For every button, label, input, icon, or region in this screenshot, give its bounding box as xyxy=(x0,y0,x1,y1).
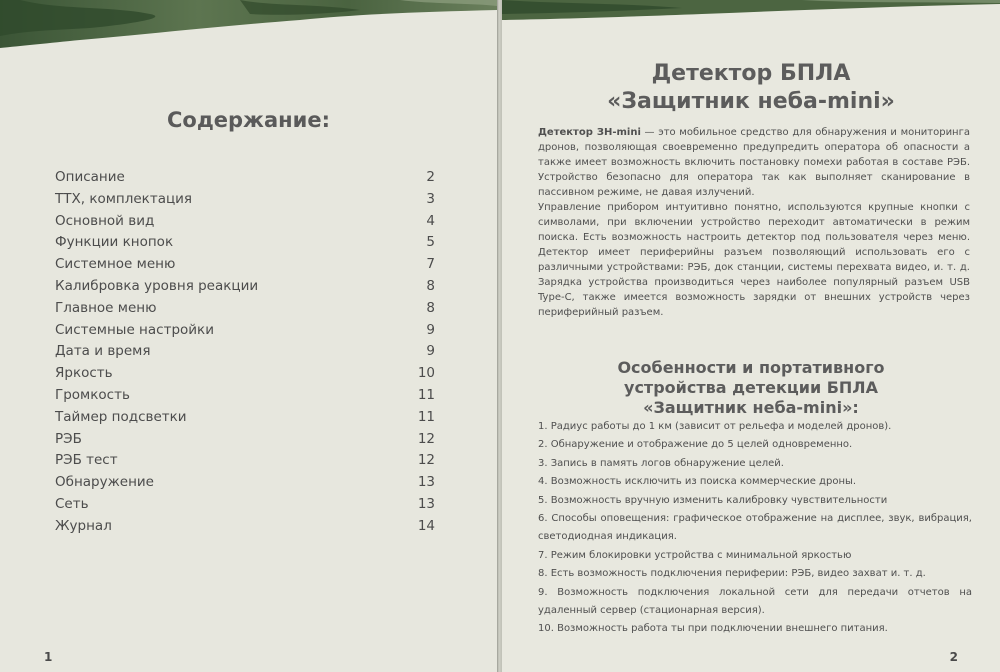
toc-row[interactable] xyxy=(55,191,435,213)
intro-paragraph-2: Управление прибором интуитивно понятно, используются крупные кнопки с символами, при включении устройство переходит автоматически в режим поиска. Есть возможность настроить детектор под пользователя через меню. Детектор имеет периферийны разъем позволяющий использовать его с различными устройствами: РЭБ, док станции, системы перехвата видео, и. т. д. Зарядка устройства производиться через наиболее популярный разъем USB Type-C, также имеется возможность зарядки от внешних устройств через периферийный разъем. xyxy=(538,202,970,318)
toc-row[interactable] xyxy=(55,213,435,235)
toc-page: 3 xyxy=(426,190,435,207)
toc-label: Калибровка уровня реакции xyxy=(55,277,259,294)
toc-title: Содержание: xyxy=(166,108,330,132)
toc-label: Главное меню xyxy=(55,299,157,316)
toc-row[interactable] xyxy=(55,365,435,387)
toc-page: 7 xyxy=(426,256,435,273)
page-number: 1 xyxy=(44,650,53,664)
toc-label: РЭБ тест xyxy=(55,452,118,469)
features-list xyxy=(538,418,972,639)
toc-row[interactable] xyxy=(55,278,435,300)
toc-page: 9 xyxy=(426,321,435,338)
description-text xyxy=(538,125,970,320)
toc-row[interactable] xyxy=(55,256,435,278)
toc-row[interactable] xyxy=(55,496,435,518)
toc-page: 13 xyxy=(417,474,435,491)
toc-row[interactable] xyxy=(55,169,435,191)
toc-label: Яркость xyxy=(55,365,113,382)
toc-page: 9 xyxy=(426,343,435,360)
toc-row[interactable] xyxy=(55,387,435,409)
toc-label: ТТХ, комплектация xyxy=(55,190,193,207)
toc-row[interactable] xyxy=(55,234,435,256)
feature-item: 10. Возможность работа ты при подключении внешнего питания. xyxy=(538,623,888,635)
toc-label: РЭБ xyxy=(55,430,82,447)
intro-lead: Детектор ЗН-mini xyxy=(538,127,641,138)
intro-body: — это мобильное средство для обнаружения и мониторинга дронов, позволяющая своевременно предупредить оператора об опасности а также имеет возможность включить постановку помехи работая в составе РЭБ. Устройство безопасно для оператора так как выполняет сканирование в пассивном режиме, не давая излучений. xyxy=(538,127,970,198)
toc-page: 11 xyxy=(417,408,435,425)
toc-label: Дата и время xyxy=(55,343,151,360)
toc-row[interactable] xyxy=(55,474,435,496)
toc-page: 4 xyxy=(426,212,435,229)
toc-page: 8 xyxy=(426,299,435,316)
toc-page: 12 xyxy=(417,430,435,447)
toc-row[interactable] xyxy=(55,409,435,431)
features-title-line1: Особенности и портативного xyxy=(617,358,885,377)
product-title-line2: «Защитник неба-mini» xyxy=(607,89,895,114)
toc-label: Описание xyxy=(55,169,125,185)
left-page xyxy=(0,0,497,672)
features-title-line3: «Защитник неба-mini»: xyxy=(643,398,859,417)
table-of-contents xyxy=(55,169,435,540)
right-page xyxy=(502,0,1000,672)
toc-row[interactable] xyxy=(55,300,435,322)
toc-label: Основной вид xyxy=(55,212,155,229)
features-title xyxy=(502,358,1000,418)
toc-page: 12 xyxy=(417,452,435,469)
feature-item: 2. Обнаружение и отображение до 5 целей одновременно. xyxy=(538,439,853,451)
toc-page: 14 xyxy=(417,517,435,534)
toc-label: Системное меню xyxy=(55,256,176,273)
toc-label: Сеть xyxy=(55,495,89,512)
feature-item: 9. Возможность подключения локальной сети для передачи отчетов на удаленный сервер (стационарная версия). xyxy=(538,586,972,617)
toc-label: Журнал xyxy=(55,517,112,534)
features-title-line2: устройства детекции БПЛА xyxy=(624,378,878,397)
toc-page: 8 xyxy=(426,277,435,294)
toc-page: 5 xyxy=(426,234,435,251)
feature-item: 7. Режим блокировки устройства с минимальной яркостью xyxy=(538,549,852,561)
toc-row[interactable] xyxy=(55,343,435,365)
feature-item: 1. Радиус работы до 1 км (зависит от рельефа и моделей дронов). xyxy=(538,421,892,432)
camouflage-strip xyxy=(502,0,1000,20)
feature-item: 5. Возможность вручную изменить калибровку чувствительности xyxy=(538,494,888,506)
toc-label: Функции кнопок xyxy=(55,234,174,251)
feature-item: 6. Способы оповещения: графическое отображение на дисплее, звук, вибрация, светодиодная индикация. xyxy=(538,513,972,543)
product-title xyxy=(502,60,1000,116)
toc-page: 13 xyxy=(417,495,435,512)
toc-label: Таймер подсветки xyxy=(55,408,187,425)
toc-row[interactable] xyxy=(55,322,435,344)
toc-page: 2 xyxy=(426,169,435,185)
camouflage-banner xyxy=(0,0,497,48)
feature-item: 3. Запись в память логов обнаружение целей. xyxy=(538,457,784,469)
toc-label: Обнаружение xyxy=(55,474,154,491)
intro-paragraph-1 xyxy=(538,125,970,200)
toc-page: 11 xyxy=(417,386,435,403)
toc-row[interactable] xyxy=(55,452,435,474)
feature-item: 8. Есть возможность подключения периферии: РЭБ, видео захват и. т. д. xyxy=(538,568,926,580)
toc-label: Системные настройки xyxy=(55,321,214,338)
product-title-line1: Детектор БПЛА xyxy=(651,61,851,86)
toc-label: Громкость xyxy=(55,386,130,403)
page-number: 2 xyxy=(949,650,958,664)
feature-item: 4. Возможность исключить из поиска коммерческие дроны. xyxy=(538,476,857,488)
toc-page: 10 xyxy=(417,365,435,382)
toc-row[interactable] xyxy=(55,431,435,453)
toc-row[interactable] xyxy=(55,518,435,540)
